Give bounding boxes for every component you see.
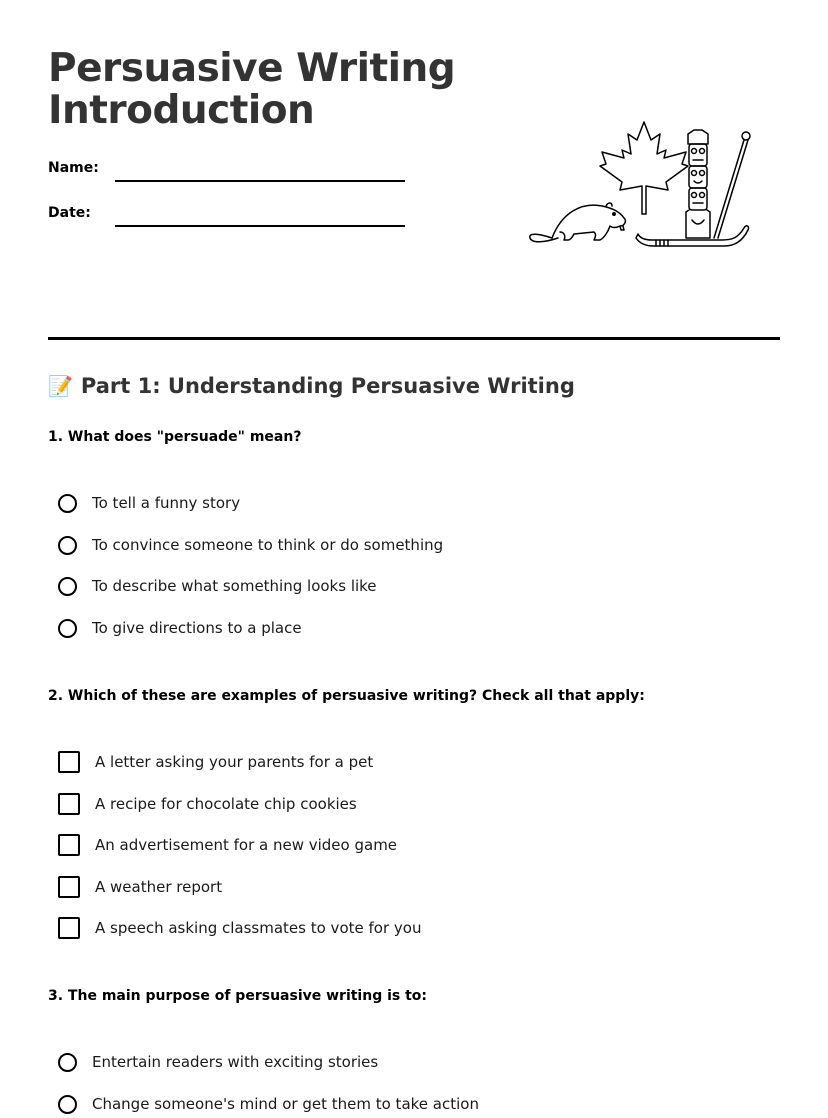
beaver-icon: [530, 203, 626, 242]
checkbox[interactable]: [58, 834, 80, 856]
radio-button[interactable]: [58, 494, 77, 513]
option-label: Entertain readers with exciting stories: [92, 1053, 379, 1071]
option-label: To tell a funny story: [92, 494, 241, 512]
checkbox[interactable]: [58, 751, 80, 773]
q3-option-2[interactable]: [58, 1092, 479, 1116]
date-label: Date:: [48, 205, 91, 221]
option-label: A speech asking classmates to vote for you: [95, 919, 422, 937]
q1-option-1[interactable]: [58, 491, 240, 515]
checkbox[interactable]: [58, 917, 80, 939]
option-label: Change someone's mind or get them to take action: [92, 1095, 479, 1113]
q2-option-2[interactable]: [58, 792, 357, 816]
radio-button[interactable]: [58, 577, 77, 596]
question-1: 1. What does "persuade" mean?: [48, 429, 302, 445]
option-label: A letter asking your parents for a pet: [95, 753, 374, 771]
section-divider: [48, 337, 780, 340]
name-label: Name:: [48, 160, 99, 176]
checkbox[interactable]: [58, 793, 80, 815]
option-label: A weather report: [95, 878, 223, 896]
q1-option-4[interactable]: [58, 616, 302, 640]
date-line[interactable]: [115, 225, 405, 227]
part1-heading: [48, 374, 575, 398]
name-line[interactable]: [115, 180, 405, 182]
option-label: To describe what something looks like: [92, 577, 377, 595]
radio-button[interactable]: [58, 1053, 77, 1072]
part1-heading-text: Part 1: Understanding Persuasive Writing: [80, 374, 575, 398]
canada-illustration-icon: [524, 120, 754, 250]
question-2: 2. Which of these are examples of persuasive writing? Check all that apply:: [48, 688, 645, 704]
option-label: To convince someone to think or do something: [92, 536, 444, 554]
checkbox[interactable]: [58, 876, 80, 898]
page-title: Persuasive Writing Introduction: [48, 46, 456, 133]
radio-button[interactable]: [58, 536, 77, 555]
option-label: To give directions to a place: [92, 619, 302, 637]
option-label: A recipe for chocolate chip cookies: [95, 795, 357, 813]
q2-option-4[interactable]: [58, 875, 222, 899]
q1-option-3[interactable]: [58, 574, 377, 598]
memo-icon: 📝: [48, 374, 73, 398]
q2-option-5[interactable]: [58, 916, 421, 940]
q2-option-1[interactable]: [58, 750, 373, 774]
q1-option-2[interactable]: [58, 533, 443, 557]
totem-pole-icon: [686, 130, 710, 238]
radio-button[interactable]: [58, 619, 77, 638]
option-label: An advertisement for a new video game: [95, 836, 398, 854]
q2-option-3[interactable]: [58, 833, 397, 857]
maple-leaf-icon: [600, 122, 688, 214]
q3-option-1[interactable]: [58, 1050, 378, 1074]
radio-button[interactable]: [58, 1095, 77, 1114]
question-3: 3. The main purpose of persuasive writing is to:: [48, 988, 428, 1004]
